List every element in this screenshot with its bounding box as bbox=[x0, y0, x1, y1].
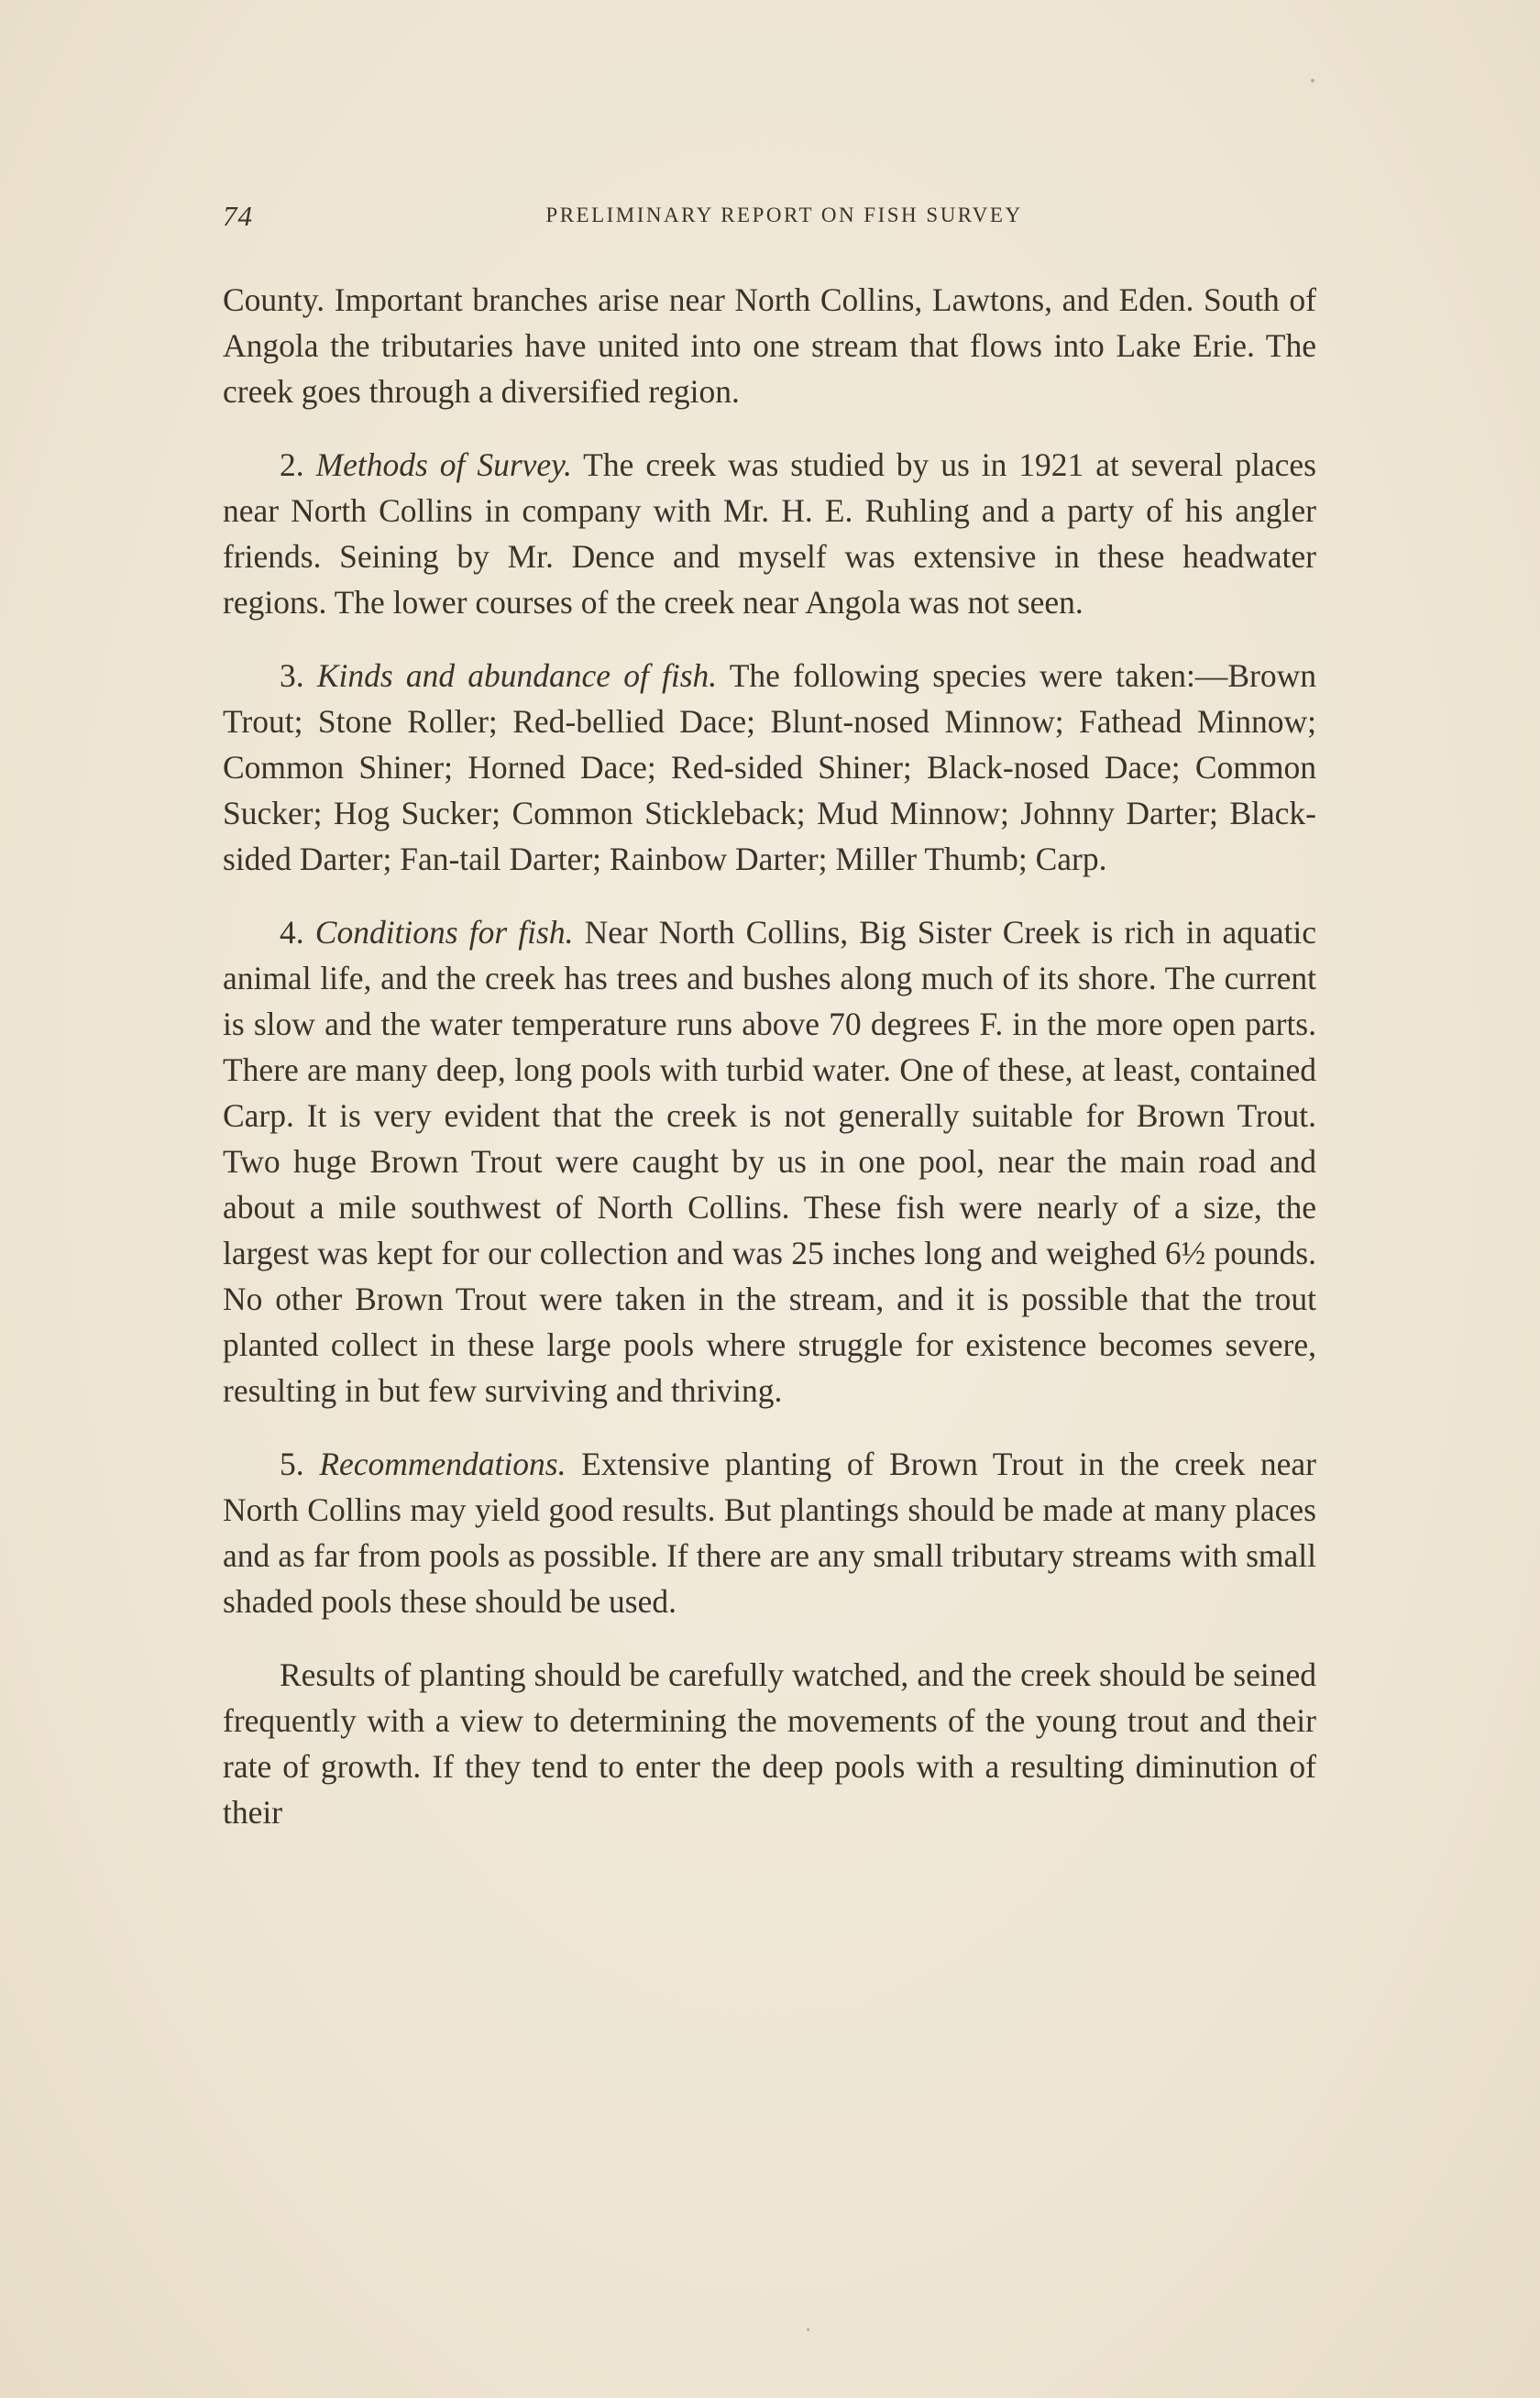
paragraph-recommendations bbox=[223, 1441, 1316, 1624]
paragraph-number: 5. bbox=[280, 1446, 320, 1482]
paragraph-text: Extensive planting of Brown Trout in the creek near North Collins may yield good results. But plantings should be made at many places and as far from pools as possible. If there are any small tributary streams with small shaded pools these should be used. bbox=[223, 1446, 1317, 1620]
paragraph-county-description bbox=[223, 277, 1316, 414]
paragraph-number: 4. bbox=[280, 914, 315, 951]
paragraph-methods-of-survey bbox=[223, 442, 1316, 625]
paragraph-conditions-for-fish bbox=[223, 909, 1316, 1414]
paragraph-text: The following species were taken:—Brown Trout; Stone Roller; Red-bellied Dace; Blunt-nosed Minnow; Fathead Minnow; Common Shiner; Horned Dace; Red-sided Shiner; Black-nosed Dace; Common Sucker; Hog Sucker; Common Stickleback; Mud Minnow; Johnny Darter; Black-sided Darter; Fan-tail Darter; Rainbow Darter; Miller Thumb; Carp. bbox=[223, 657, 1317, 877]
paragraph-text: Results of planting should be carefully watched, and the creek should be seined frequently with a view to determining the movements of the young trout and their rate of growth. If they tend to enter the deep pools with a resulting diminution of their bbox=[223, 1656, 1316, 1831]
page-number: 74 bbox=[223, 200, 253, 232]
paper-speck bbox=[807, 2328, 809, 2331]
page-header bbox=[223, 200, 1318, 244]
paragraph-heading: Recommendations. bbox=[319, 1446, 566, 1482]
paragraph-text: County. Important branches arise near North Collins, Lawtons, and Eden. South of Angola the tributaries have united into one stream that flows into Lake Erie. The creek goes through a diversified region. bbox=[223, 281, 1316, 410]
paragraph-results-of-planting bbox=[223, 1652, 1316, 1835]
paragraph-number: 2. bbox=[280, 446, 316, 483]
paper-speck bbox=[1311, 79, 1314, 82]
paragraph-text: The creek was studied by us in 1921 at several places near North Collins in company with Mr. H. E. Ruhling and a party of his angler friends. Seining by Mr. Dence and myself was extensive in these headwater regions. The lower courses of the creek near Angola was not seen. bbox=[223, 446, 1316, 621]
paragraph-heading: Methods of Survey. bbox=[315, 446, 572, 483]
paragraph-heading: Kinds and abundance of fish. bbox=[316, 657, 718, 694]
body-text bbox=[223, 277, 1316, 1835]
paragraph-kinds-of-fish bbox=[223, 653, 1316, 882]
paragraph-number: 3. bbox=[280, 657, 317, 694]
running-head: PRELIMINARY REPORT ON FISH SURVEY bbox=[545, 204, 1023, 226]
paragraph-text: Near North Collins, Big Sister Creek is rich in aquatic animal life, and the creek has trees and bushes along much of its shore. The current is slow and the water temperature runs above 70 degrees F. in the more open parts. There are many deep, long pools with turbid water. One of these, at least, contained Carp. It is very evident that the creek is not generally suitable for Brown Trout. Two huge Brown Trout were caught by us in one pool, near the main road and about a mile southwest of North Collins. These fish were nearly of a size, the largest was kept for our collection and was 25 inches long and weighed 6½ pounds. No other Brown Trout were taken in the stream, and it is possible that the trout planted collect in these large pools where struggle for existence becomes severe, resulting in but few surviving and thriving. bbox=[223, 914, 1316, 1409]
paragraph-heading: Conditions for fish. bbox=[314, 914, 574, 951]
